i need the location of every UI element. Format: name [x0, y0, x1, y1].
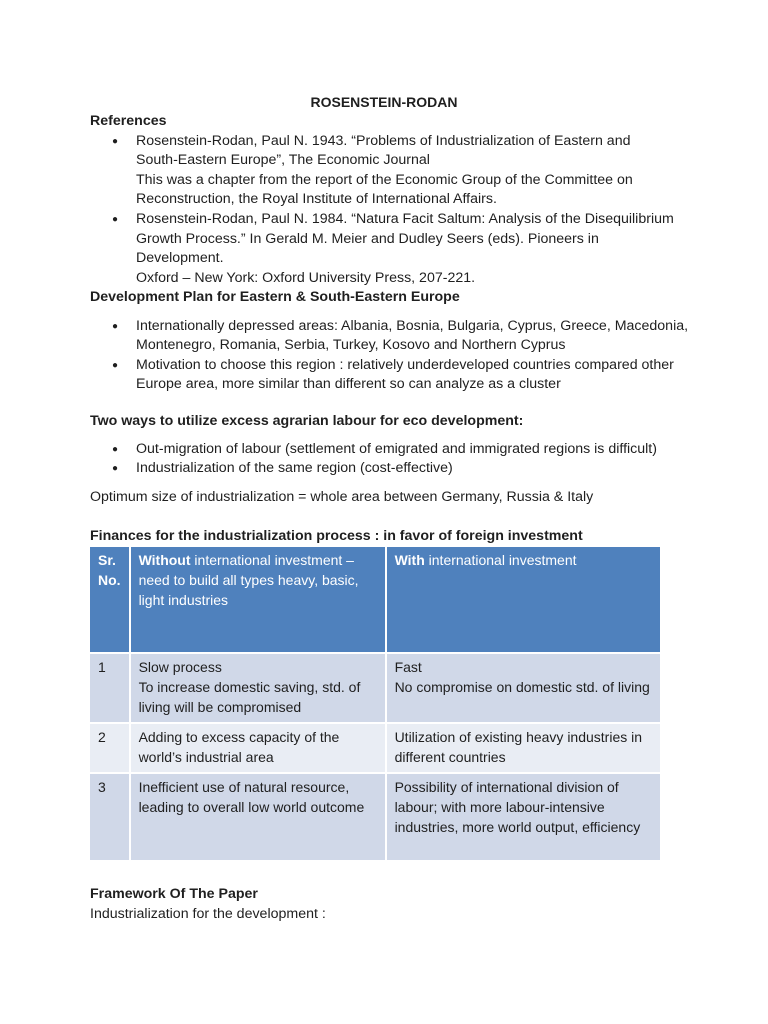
with-cell [387, 654, 660, 722]
investment-comparison-table [88, 545, 662, 862]
cell-line: Adding to excess capacity of the [138, 729, 340, 745]
reference-line: Oxford – New York: Oxford University Press, 207-221. [136, 269, 476, 286]
references-section [90, 112, 690, 288]
table-header-row [90, 547, 660, 652]
header-text: international investment [424, 552, 577, 568]
header-with-investment [387, 547, 660, 652]
reference-line: ● Rosenstein-Rodan, Paul N. 1984. “Natura Facit Saltum: Analysis of the Disequilibrium [136, 210, 674, 227]
header-text: light industries [138, 591, 229, 608]
table-row [90, 724, 660, 772]
row-number: 2 [90, 724, 129, 772]
header-text: need to build all types heavy, basic, [138, 571, 359, 588]
document-title: ROSENSTEIN-RODAN [310, 94, 458, 110]
references-list [90, 132, 690, 289]
cell-line: leading to overall low world outcome [138, 798, 365, 815]
reference-item [90, 210, 690, 288]
table-row [90, 774, 660, 860]
header-text: international investment – [190, 552, 354, 568]
two-ways-list [90, 440, 690, 479]
header-text: No. [98, 571, 121, 588]
row-number: 1 [90, 654, 129, 722]
framework-section [90, 885, 690, 924]
development-plan-list [90, 317, 690, 395]
two-ways-item [90, 440, 690, 460]
header-sr-no [90, 547, 129, 652]
header-bold-text: With [394, 552, 425, 568]
optimum-size-text: Optimum size of industrialization = whole area between Germany, Russia & Italy [90, 488, 594, 505]
item-line: Europe area, more similar than different so can analyze as a cluster [136, 376, 561, 393]
item-line: ● Out-migration of labour (settlement of emigrated and immigrated regions is difficult) [136, 440, 657, 457]
cell-line: To increase domestic saving, std. of [138, 678, 361, 695]
cell-line: Slow process [138, 659, 222, 675]
item-line: ● Internationally depressed areas: Albania, Bosnia, Bulgaria, Cyprus, Greece, Macedonia, [136, 317, 689, 334]
cell-line: living will be compromised [138, 698, 302, 715]
reference-line: South-Eastern Europe”, The Economic Journal [136, 152, 430, 169]
header-bold-text: Without [138, 552, 191, 568]
references-heading: References [90, 113, 167, 129]
without-cell [131, 654, 385, 722]
header-without-investment [131, 547, 385, 652]
with-cell [387, 724, 660, 772]
item-line: Montenegro, Romania, Serbia, Turkey, Kosovo and Northern Cyprus [136, 337, 566, 354]
reference-line: Growth Process.” In Gerald M. Meier and Dudley Seers (eds). Pioneers in Development. [136, 230, 599, 267]
cell-line: No compromise on domestic std. of living [394, 678, 650, 695]
cell-line: Fast [394, 659, 422, 675]
cell-line: different countries [394, 748, 506, 765]
header-text: Sr. [98, 552, 116, 568]
row-number: 3 [90, 774, 129, 860]
reference-line: Reconstruction, the Royal Institute of International Affairs. [136, 191, 497, 208]
development-plan-heading: Development Plan for Eastern & South-Eastern Europe [90, 289, 460, 305]
two-ways-item [90, 459, 690, 479]
cell-line: industries, more world output, efficiency [394, 818, 641, 835]
cell-line: labour; with more labour-intensive [394, 798, 605, 815]
reference-line: ● Rosenstein-Rodan, Paul N. 1943. “Problems of Industrialization of Eastern and [136, 132, 631, 149]
with-cell [387, 774, 660, 860]
two-ways-heading: Two ways to utilize excess agrarian labour for eco development: [90, 413, 524, 429]
item-line: ● Industrialization of the same region (cost-effective) [136, 460, 453, 477]
reference-item [90, 132, 690, 210]
finances-heading: Finances for the industrialization process : in favor of foreign investment [90, 528, 583, 544]
reference-line: This was a chapter from the report of the Economic Group of the Committee on [136, 171, 633, 188]
cell-line: Utilization of existing heavy industries in [394, 729, 643, 745]
two-ways-section [90, 412, 690, 507]
item-line: ● Motivation to choose this region : relatively underdeveloped countries compared other [136, 356, 674, 373]
cell-line: world’s industrial area [138, 748, 274, 765]
development-plan-section [90, 288, 690, 395]
table-row [90, 654, 660, 722]
development-plan-item [90, 356, 690, 395]
cell-line: Inefficient use of natural resource, [138, 779, 350, 795]
framework-text: Industrialization for the development : [90, 905, 326, 922]
framework-heading: Framework Of The Paper [90, 886, 258, 902]
without-cell [131, 774, 385, 860]
without-cell [131, 724, 385, 772]
cell-line: Possibility of international division of [394, 779, 619, 795]
development-plan-item [90, 317, 690, 356]
